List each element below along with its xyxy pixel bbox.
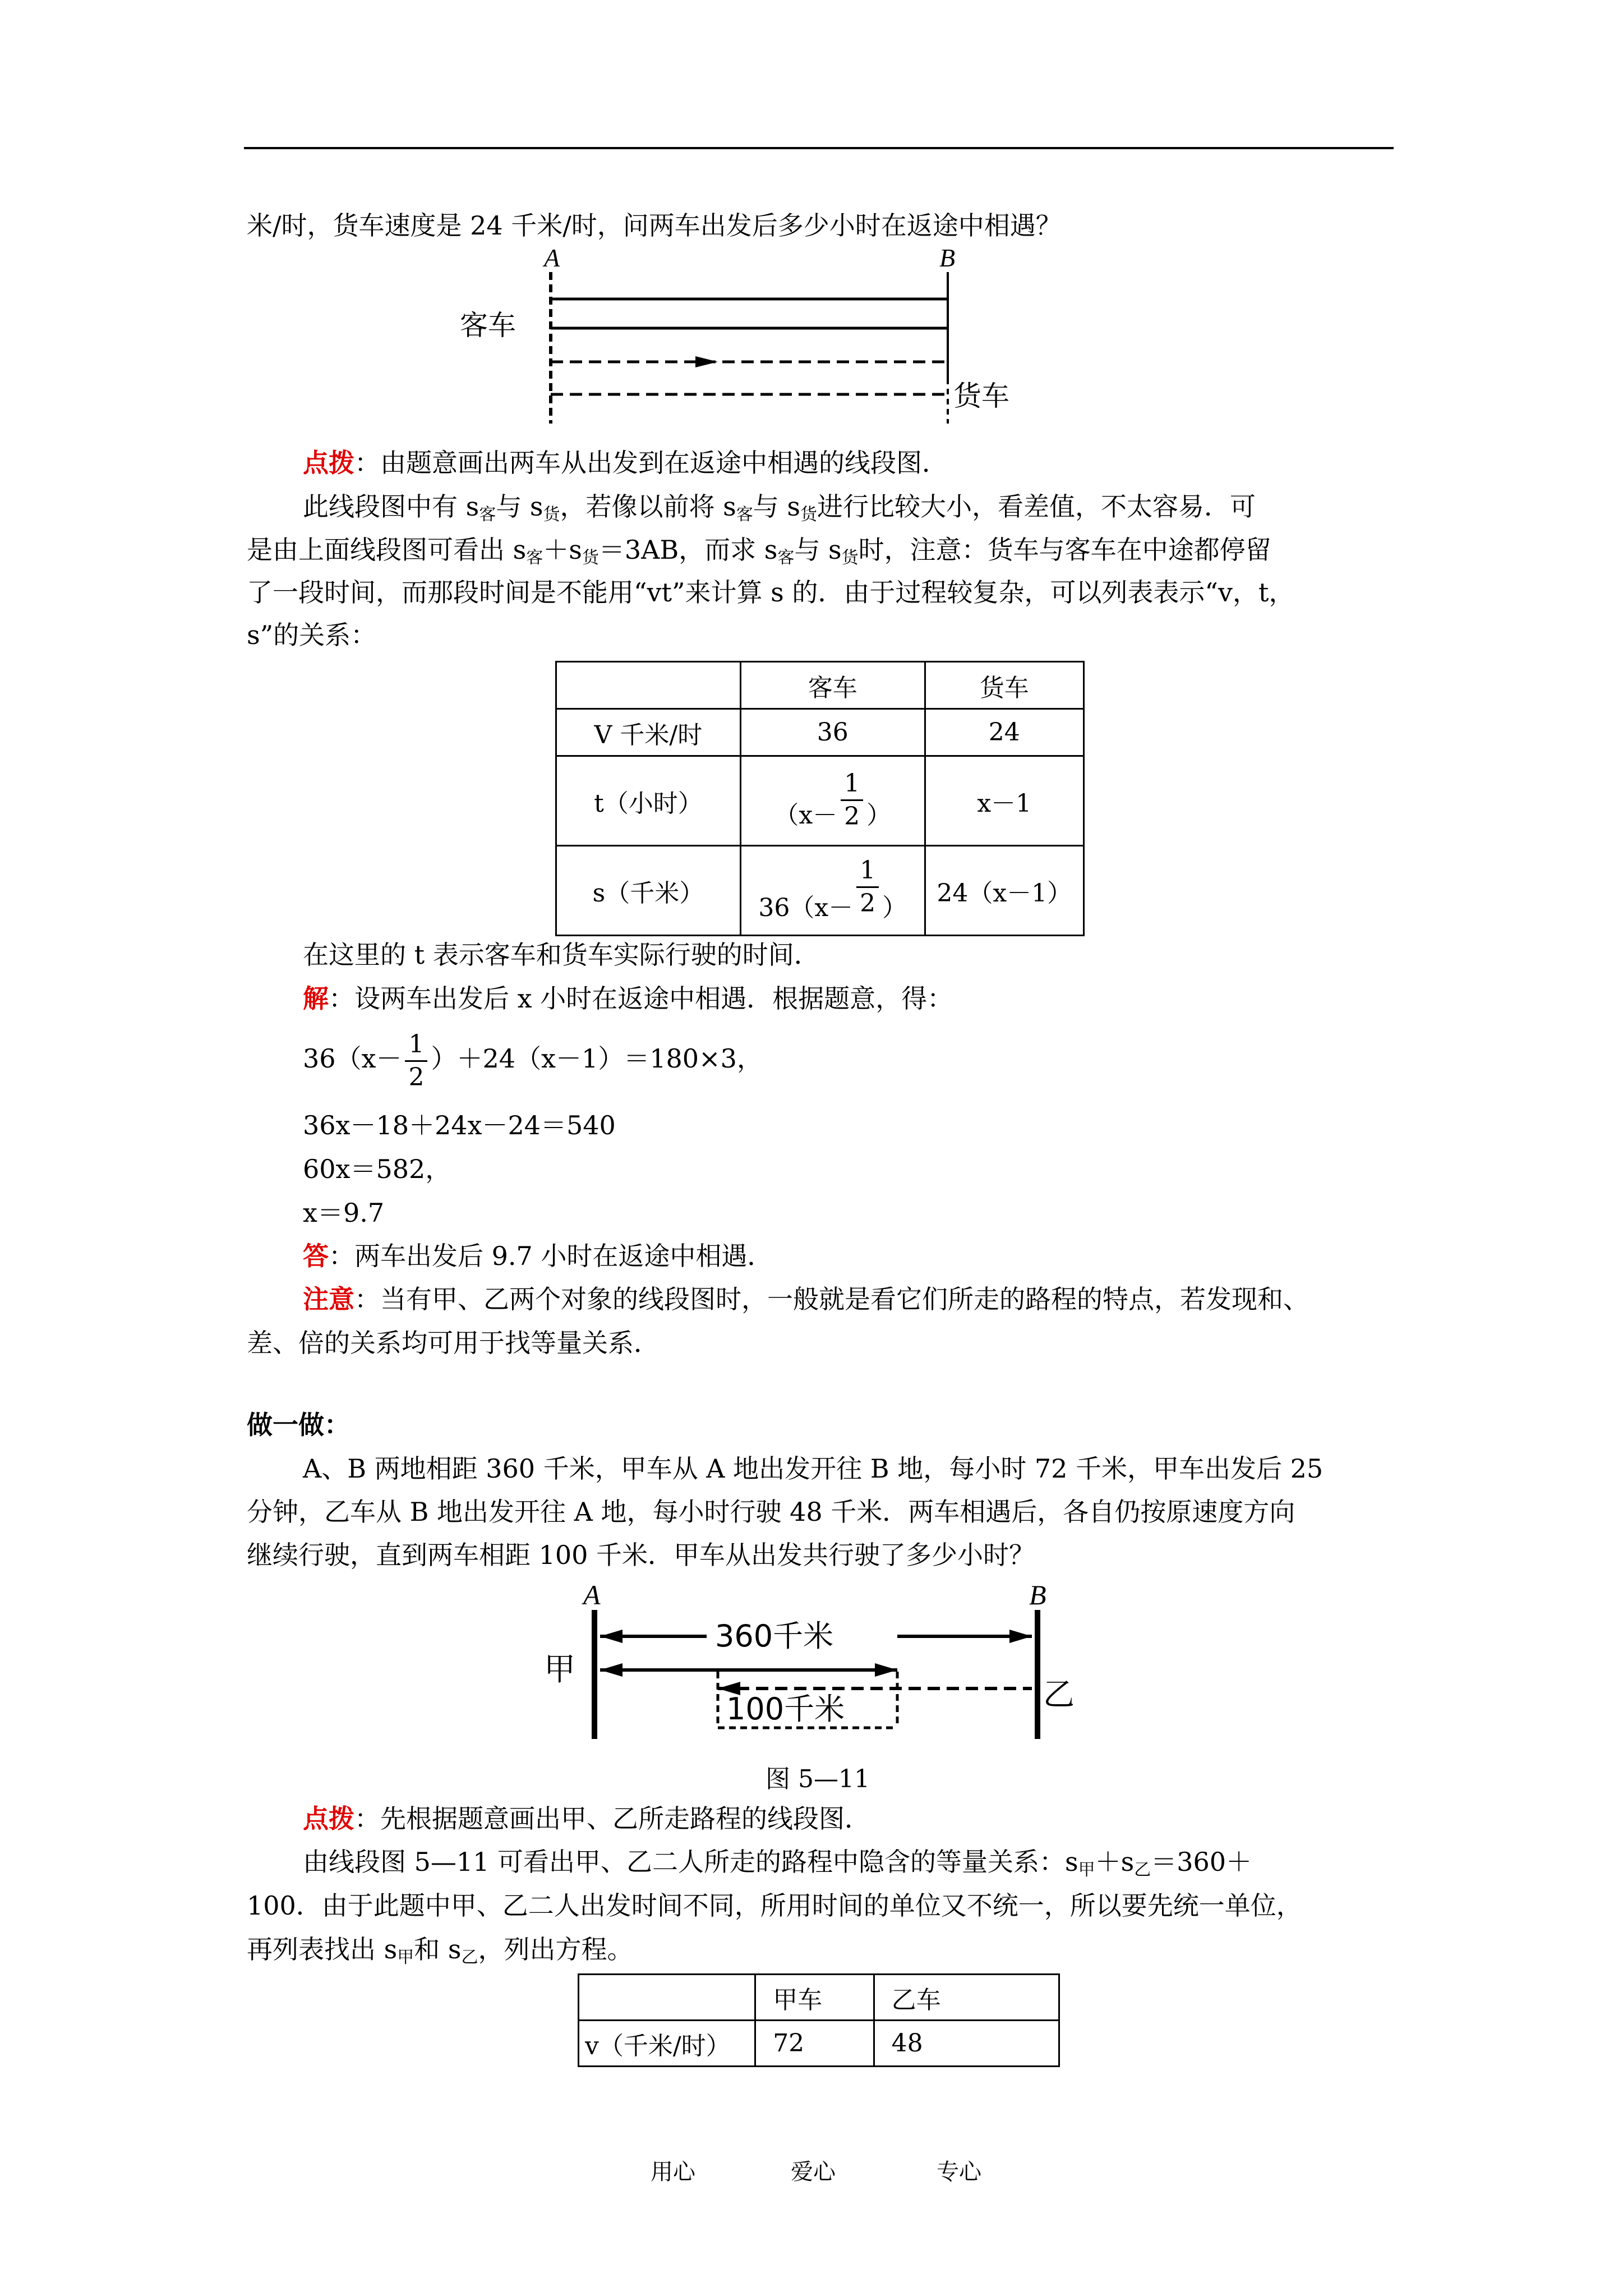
equation-4: x＝9.7 (303, 1198, 385, 1228)
meeting-arrow (695, 356, 718, 367)
table-row: s（千米） 36（x－ $\frac{1}{2}$ ） 24（x－1） (556, 846, 1084, 936)
bus-label: 客车 (460, 309, 516, 342)
hint-1 (303, 446, 948, 480)
truck-label: 货车 (953, 380, 1009, 412)
hint-1-label: 点拨 (303, 448, 354, 478)
point-b-label: B (939, 244, 956, 272)
table-row: v（千米/时） 72 48 (579, 2021, 1059, 2067)
footer-text: 专心 (937, 2159, 981, 2185)
solution-line: 解：设两车出发后 x 小时在返途中相遇．根据题意，得： (303, 983, 953, 1014)
hint-1-text: ：由题意画出两车从出发到在返途中相遇的线段图． (354, 448, 948, 478)
problem-text-continued: 米/时，货车速度是 24 千米/时，问两车出发后多少小时在返途中相遇？ (247, 210, 1062, 241)
equation-2: 36x－18＋24x－24＝540 (303, 1110, 616, 1140)
answer-label: 答 (303, 1241, 329, 1271)
equation-3: 60x＝582， (303, 1154, 451, 1184)
table-row (579, 1975, 1059, 2021)
point-a-label: A (544, 244, 560, 272)
paragraph-line: 了一段时间，而那段时间是不能用“vt”来计算 s 的．由于过程较复杂，可以列表表示“v，t， (247, 577, 1295, 608)
table-header: 甲车 (755, 1975, 874, 2021)
paragraph-line: 是由上面线段图可看出 $s_客+s_货=3AB$，而求 $s_客$与 $s_货$时，注意：货车与客车在中途都停留 (247, 535, 1271, 568)
figure-5-11-diagram (538, 1576, 1088, 1745)
speed-table (578, 1973, 1060, 2067)
paragraph-line: s”的关系： (247, 620, 377, 650)
header-rule (244, 147, 1394, 149)
paragraph-line: 在这里的 t 表示客车和货车实际行驶的时间． (303, 940, 820, 970)
vts-table (555, 661, 1085, 936)
paragraph-line: 由线段图 5—11 可看出甲、乙二人所走的路程中隐含的等量关系：$s_甲+s_乙=360+$ (303, 1847, 1252, 1880)
solution-label: 解 (303, 983, 329, 1014)
question-line: A、B 两地相距 360 千米，甲车从 A 地出发开往 B 地，每小时 72 千米，甲车出发后 25 (303, 1453, 1324, 1484)
figure-bus-truck-diagram (460, 244, 1066, 429)
table-header: 货车 (925, 662, 1083, 709)
distance-100-label: 100千米 (726, 1691, 845, 1727)
question-line: 分钟，乙车从 B 地出发开往 A 地，每小时行驶 48 千米．两车相遇后，各自仍按原速度方向 (247, 1497, 1295, 1527)
answer-line: 答：两车出发后 9.7 小时在返途中相遇． (303, 1241, 773, 1271)
equation-1: 36（x－ $\frac{1}{2}$ ）＋24（x－1）＝180×3， (303, 1029, 763, 1092)
note-line: 注意：当有甲、乙两个对象的线段图时，一般就是看它们所走的路程的特点，若发现和、 (303, 1284, 1309, 1314)
point-b-label: B (1029, 1579, 1046, 1611)
table-row (556, 662, 1084, 709)
note-label: 注意 (303, 1284, 354, 1314)
footer-text: 爱心 (791, 2159, 836, 2185)
hint-2-label: 点拨 (303, 1803, 354, 1834)
point-a-label: A (583, 1579, 601, 1611)
section-title: 做一做： (247, 1410, 350, 1440)
figure-caption: 图 5—11 (766, 1765, 870, 1793)
distance-360-label: 360千米 (715, 1618, 834, 1654)
paragraph-line: 100．由于此题中甲、乙二人出发时间不同，所用时间的单位又不统一，所以要先统一单位， (247, 1890, 1302, 1921)
paragraph-line: 再列表找出 $s_甲$和 $s_乙$，列出方程。 (247, 1934, 633, 1967)
table-header: 客车 (740, 662, 925, 709)
hint-2: 点拨：先根据题意画出甲、乙所走路程的线段图． (303, 1803, 870, 1834)
table-row: t（小时） （x－ $\frac{1}{2}$ ） x－1 (556, 756, 1084, 846)
footer-text: 用心 (651, 2159, 695, 2185)
question-line: 继续行驶，直到两车相距 100 千米．甲车从出发共行驶了多少小时？ (247, 1540, 1035, 1570)
paragraph-line: 此线段图中有 $s_客$与 $s_货$，若像以前将 $s_客$与 $s_货$进行比较大小，看差值，不太容易．可 (303, 491, 1256, 524)
jia-label: 甲 (544, 1651, 575, 1688)
table-header: 乙车 (874, 1975, 1059, 2021)
table-row: V 千米/时 36 24 (556, 709, 1084, 756)
note-line-2: 差、倍的关系均可用于找等量关系． (247, 1328, 660, 1358)
yi-label: 乙 (1043, 1677, 1075, 1713)
